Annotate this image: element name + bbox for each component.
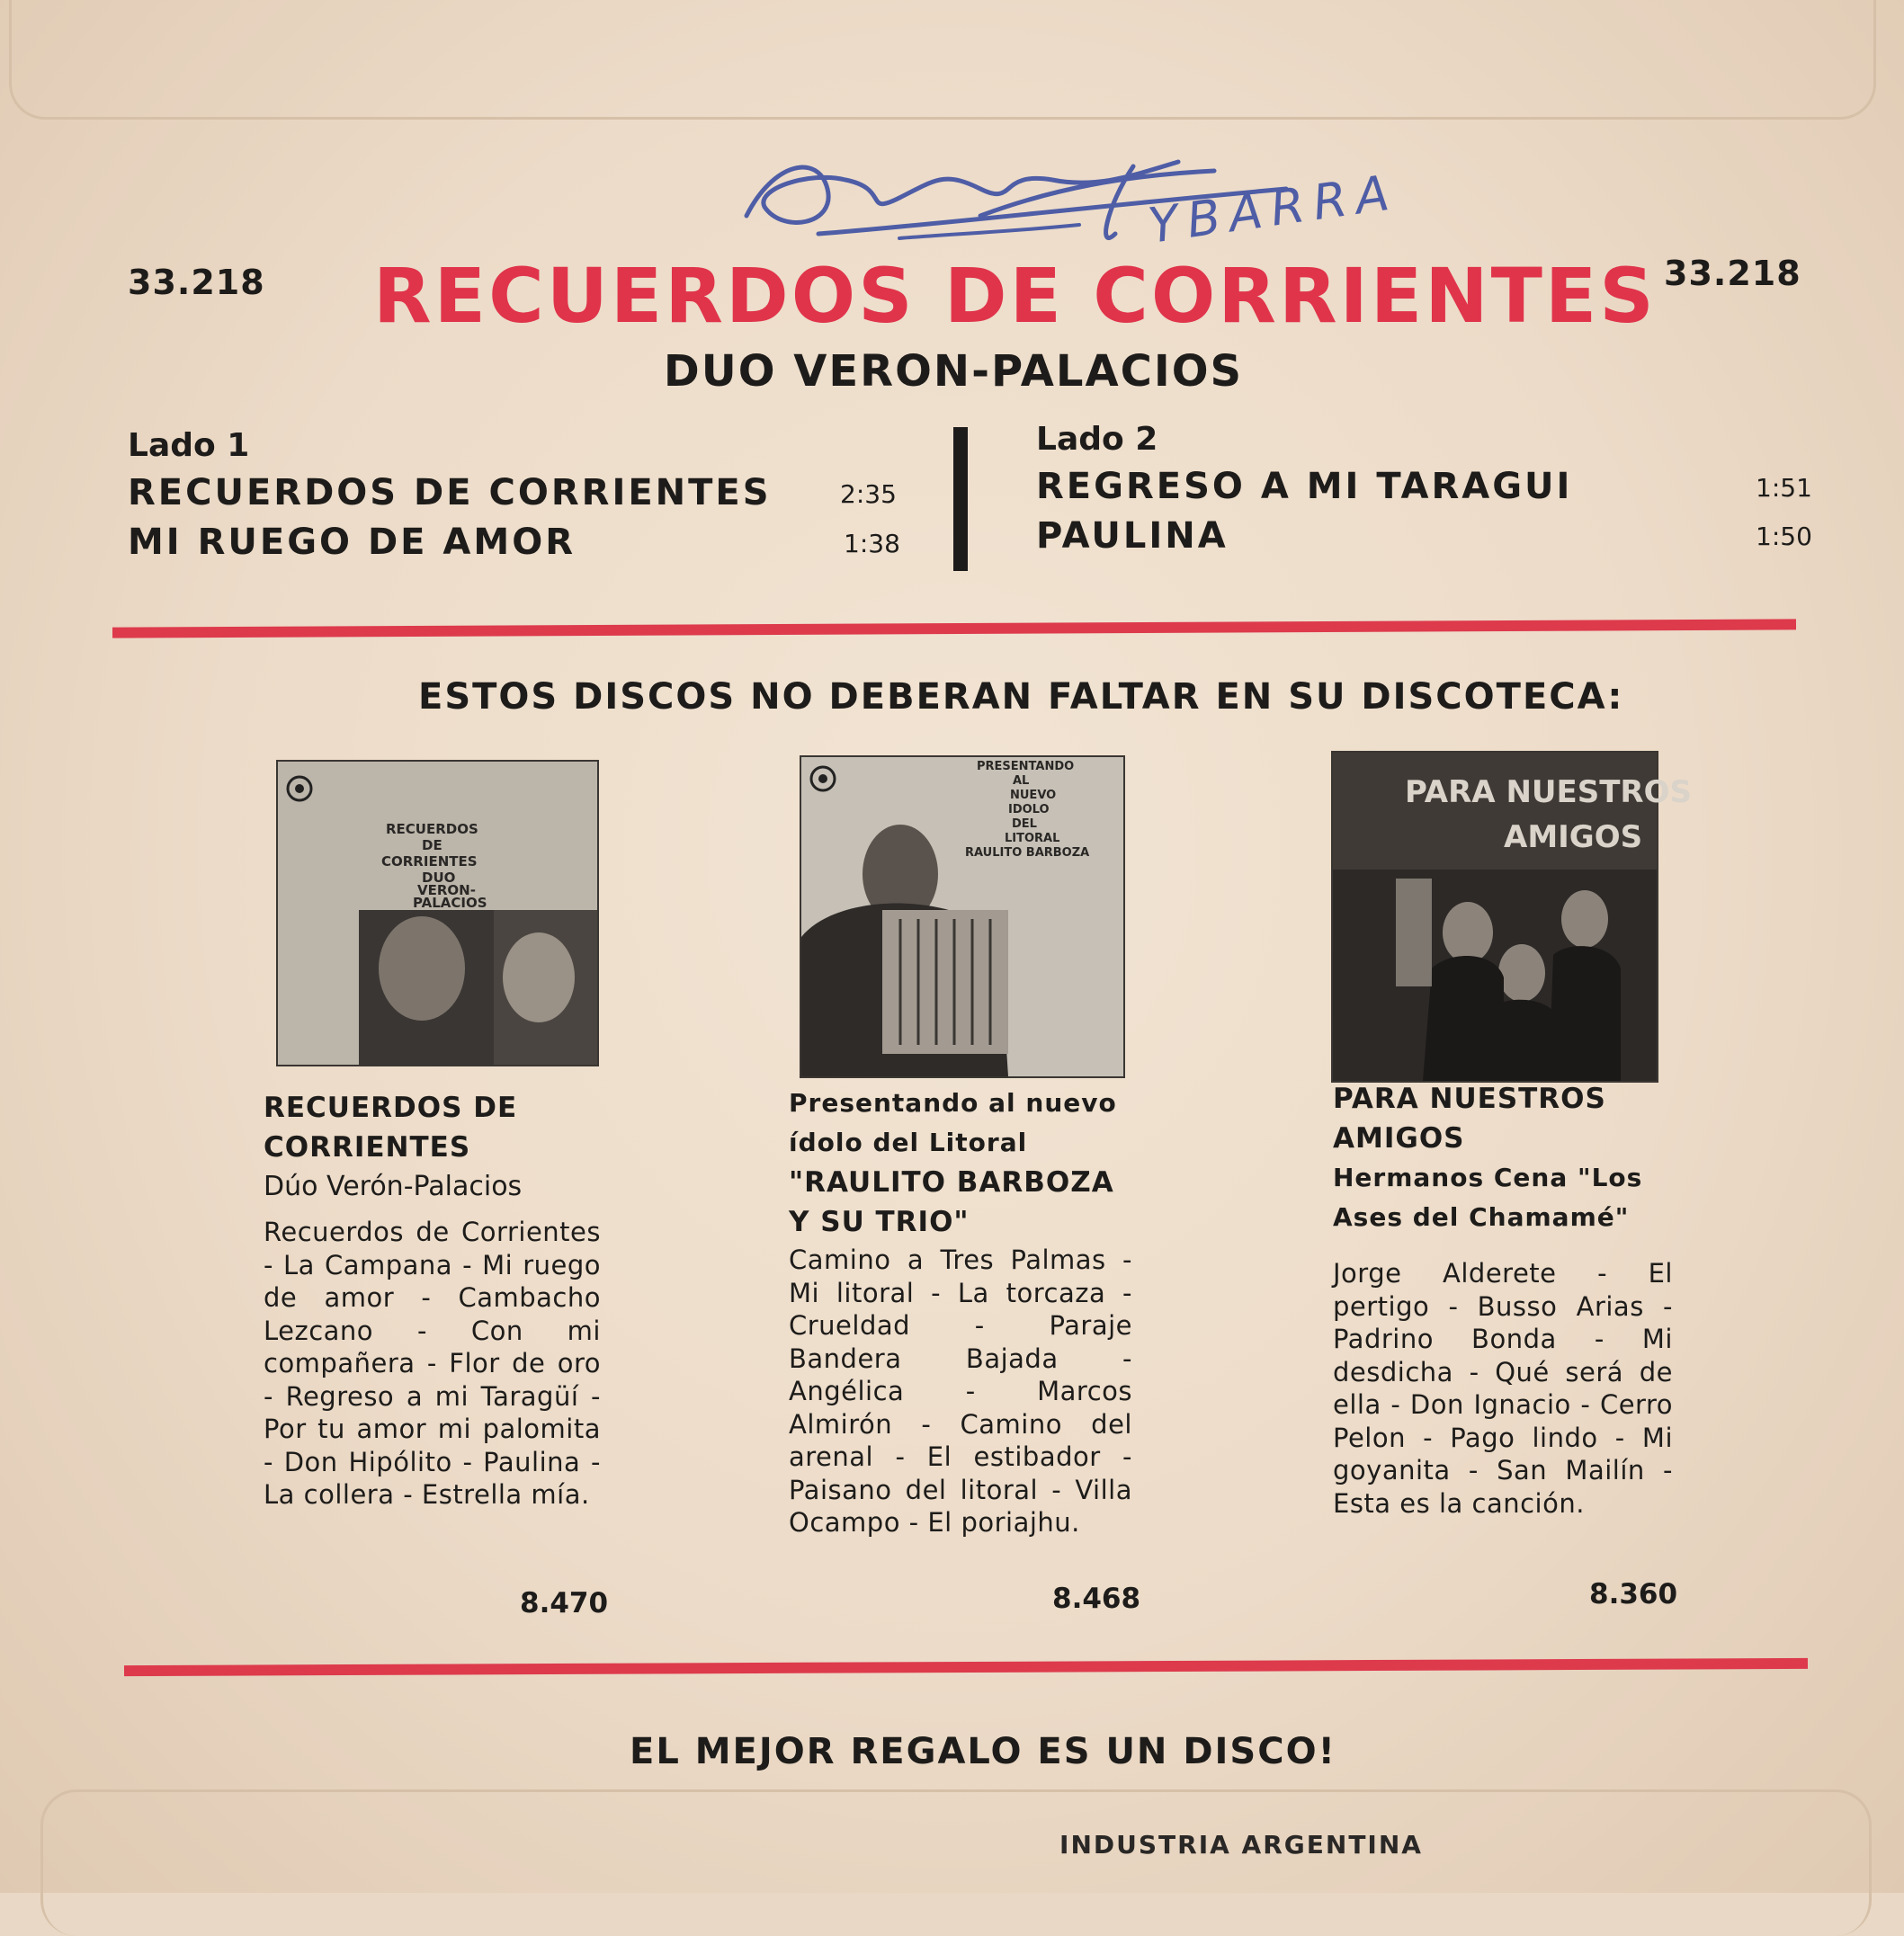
record-1-artist: Dúo Verón-Palacios bbox=[264, 1171, 523, 1202]
record-3-info bbox=[1333, 1079, 1673, 1520]
side-1-track-1-duration: 2:35 bbox=[840, 479, 897, 509]
record-3-tracklist: Jorge Alderete - El pertigo - Busso Arias - Padrino Bonda - Mi desdicha - Qué será de ella - Don Ignacio - Cerro Pelon - Pago lindo - Mi goyanita - San Mailín - Esta es la canción. bbox=[1333, 1258, 1673, 1519]
record-2-title-line-2: ídolo del Litoral bbox=[789, 1128, 1028, 1157]
side-2-track-2-title: PAULINA bbox=[1036, 515, 1229, 557]
record-1-title-line-1: RECUERDOS DE bbox=[264, 1092, 518, 1124]
promo-heading: ESTOS DISCOS NO DEBERAN FALTAR EN SU DISCOTECA: bbox=[418, 676, 1624, 718]
record-2-title-line-1: Presentando al nuevo bbox=[789, 1088, 1117, 1118]
record-2-title-line-4: Y SU TRIO" bbox=[789, 1206, 970, 1238]
record-2-info bbox=[789, 1084, 1132, 1539]
record-3-title-line-2: AMIGOS bbox=[1333, 1122, 1465, 1155]
svg-text:PARA NUESTROS AMIGOS: PARA NUESTROS AMIGOS bbox=[1405, 774, 1692, 855]
record-1-title-line-2: CORRIENTES bbox=[264, 1131, 471, 1164]
bottom-red-divider bbox=[124, 1658, 1808, 1676]
top-red-divider bbox=[112, 619, 1796, 638]
record-2-tracklist: Camino a Tres Palmas - Mi litoral - La torcaza - Crueldad - Paraje Bandera Bajada - Angélica - Marcos Almirón - Camino del arenal - El estibador - Paisano del litoral - Villa Ocampo - El poriajhu. bbox=[789, 1245, 1132, 1538]
record-1-number: 8.470 bbox=[520, 1587, 609, 1619]
record-2-number: 8.468 bbox=[1052, 1583, 1141, 1615]
side-2-track-1-title: REGRESO A MI TARAGUI bbox=[1036, 466, 1573, 507]
industry-label: INDUSTRIA ARGENTINA bbox=[1059, 1830, 1423, 1860]
side-1-track-1-title: RECUERDOS DE CORRIENTES bbox=[128, 472, 772, 513]
record-3-artist-line-1: Hermanos Cena "Los bbox=[1333, 1163, 1643, 1192]
side-1-track-2-title: MI RUEGO DE AMOR bbox=[128, 522, 576, 563]
record-3-number: 8.360 bbox=[1589, 1578, 1678, 1610]
catalog-number-right: 33.218 bbox=[1664, 254, 1801, 293]
side-2-label: Lado 2 bbox=[1036, 421, 1158, 458]
record-3-title-line-1: PARA NUESTROS bbox=[1333, 1083, 1606, 1115]
svg-text:YBARRA: YBARRA bbox=[1145, 163, 1402, 254]
record-1-cover bbox=[276, 760, 599, 1066]
side-divider bbox=[953, 427, 968, 571]
album-title: RECUERDOS DE CORRIENTES bbox=[373, 252, 1657, 340]
svg-text:RECUERDOS DE C: RECUERDOS DE CORRIENTES DUO VERON- PALACIOS bbox=[381, 821, 487, 911]
side-1-label: Lado 1 bbox=[128, 427, 250, 464]
record-1-tracklist: Recuerdos de Corrientes - La Campana - Mi ruego de amor - Cambacho Lezcano - Con mi compañera - Flor de oro - Regreso a mi Taragüí - Por tu amor mi palomita - Don Hipólito - Paulina - La collera - Estrella mía. bbox=[264, 1217, 601, 1510]
svg-text:PRESENTANDO AL: PRESENTANDO AL NUEVO IDOLO DEL LITORAL RAULITO BARBOZA bbox=[965, 760, 1090, 860]
record-2-title-line-3: "RAULITO BARBOZA bbox=[789, 1166, 1114, 1199]
record-2-cover bbox=[800, 755, 1125, 1078]
catalog-number-left: 33.218 bbox=[128, 263, 265, 302]
artist-name: DUO VERON-PALACIOS bbox=[663, 346, 1244, 397]
record-3-artist-line-2: Ases del Chamamé" bbox=[1333, 1202, 1630, 1232]
top-flap-fold bbox=[9, 0, 1876, 120]
footer-slogan: EL MEJOR REGALO ES UN DISCO! bbox=[630, 1731, 1336, 1772]
side-1-track-2-duration: 1:38 bbox=[844, 529, 900, 558]
record-3-cover bbox=[1331, 751, 1692, 1083]
record-1-info bbox=[264, 1088, 601, 1512]
side-2-track-1-duration: 1:51 bbox=[1756, 473, 1812, 503]
side-2-track-2-duration: 1:50 bbox=[1756, 522, 1812, 551]
bottom-flap-fold bbox=[40, 1789, 1872, 1936]
